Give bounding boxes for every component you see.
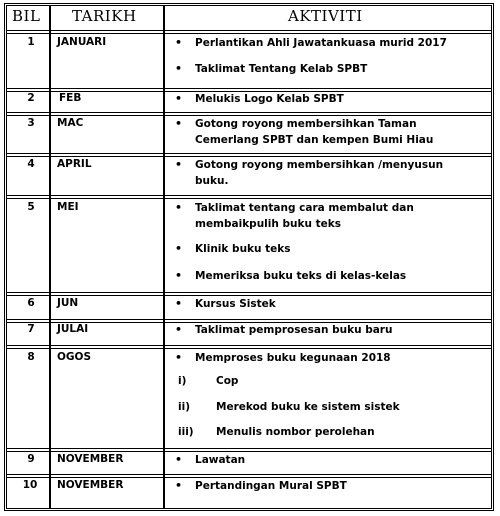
activity-item: Cemerlang SPBT dan kempen Bumi Hiau	[195, 134, 434, 146]
bullet-icon: •	[175, 92, 183, 105]
activity-item: buku.	[195, 175, 229, 187]
bullet-icon: •	[175, 351, 183, 364]
column-divider	[49, 5, 51, 509]
bullet-icon: •	[175, 323, 183, 336]
sub-item-text: Merekod buku ke sistem sistek	[216, 401, 400, 413]
row-bil: 1	[27, 36, 35, 48]
sub-item-number: iii)	[178, 426, 194, 438]
row-divider	[6, 345, 492, 349]
row-bil: 10	[22, 479, 38, 491]
row-tarikh: JULAI	[57, 323, 89, 335]
row-tarikh: OGOS	[57, 351, 92, 363]
activity-item: Lawatan	[195, 454, 246, 466]
row-divider	[6, 448, 492, 452]
row-bil: 7	[27, 323, 35, 335]
activity-item: Pertandingan Mural SPBT	[195, 480, 347, 492]
bullet-icon: •	[175, 36, 183, 49]
activity-item: Memproses buku kegunaan 2018	[195, 352, 391, 364]
header-aktiviti: AKTIVITI	[288, 7, 363, 25]
header-bil: BIL	[12, 7, 41, 25]
bullet-icon: •	[175, 453, 183, 466]
activity-item: Klinik buku teks	[195, 243, 291, 255]
activity-item: Taklimat tentang cara membalut dan	[195, 202, 414, 214]
sub-item-text: Menulis nombor perolehan	[216, 426, 375, 438]
activity-item: Taklimat pemprosesan buku baru	[195, 324, 393, 336]
bullet-icon: •	[175, 479, 183, 492]
bullet-icon: •	[175, 62, 183, 75]
bullet-icon: •	[175, 242, 183, 255]
row-tarikh: APRIL	[57, 158, 92, 170]
bullet-icon: •	[175, 297, 183, 310]
sub-item-text: Cop	[216, 375, 239, 387]
activity-item: Memeriksa buku teks di kelas-kelas	[195, 270, 407, 282]
row-divider	[6, 195, 492, 199]
row-tarikh: NOVEMBER	[57, 479, 124, 491]
activity-item: Gotong royong membersihkan Taman	[195, 118, 417, 130]
row-tarikh: MAC	[57, 117, 84, 129]
activity-item: Taklimat Tentang Kelab SPBT	[195, 63, 368, 75]
bullet-icon: •	[175, 201, 183, 214]
row-tarikh: NOVEMBER	[57, 453, 124, 465]
bullet-icon: •	[175, 269, 183, 282]
row-bil: 8	[27, 351, 35, 363]
row-tarikh: MEI	[57, 201, 79, 213]
row-tarikh: JANUARI	[57, 36, 107, 48]
activity-item: Gotong royong membersihkan /menyusun	[195, 159, 444, 171]
row-tarikh: FEB	[59, 92, 82, 104]
row-bil: 4	[27, 158, 35, 170]
column-divider	[163, 5, 165, 509]
row-bil: 3	[27, 117, 35, 129]
row-bil: 5	[27, 201, 35, 213]
sub-item-number: i)	[178, 375, 187, 387]
header-tarikh: TARIKH	[72, 7, 137, 25]
activity-item: membaikpulih buku teks	[195, 218, 341, 230]
row-divider	[6, 30, 492, 34]
activity-item: Melukis Logo Kelab SPBT	[195, 93, 344, 105]
activity-item: Kursus Sistek	[195, 298, 276, 310]
row-bil: 9	[27, 453, 35, 465]
bullet-icon: •	[175, 158, 183, 171]
row-bil: 2	[27, 92, 35, 104]
activity-item: Perlantikan Ahli Jawatankuasa murid 2017	[195, 37, 447, 49]
row-bil: 6	[27, 297, 35, 309]
bullet-icon: •	[175, 117, 183, 130]
row-tarikh: JUN	[57, 297, 79, 309]
sub-item-number: ii)	[178, 401, 190, 413]
